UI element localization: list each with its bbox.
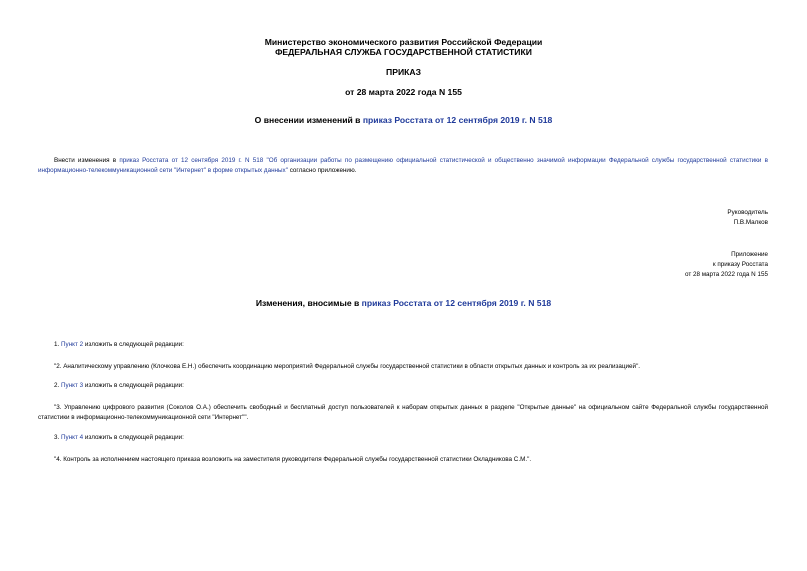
change-item-2-text: изложить в следующей редакции: — [83, 382, 184, 389]
change-item-3-number: 3. — [54, 434, 62, 441]
order-date-number: от 28 марта 2022 года N 155 — [345, 87, 462, 97]
change-item-1 — [54, 340, 184, 350]
document-type: ПРИКАЗ — [386, 67, 421, 77]
change-item-2-number: 2. — [54, 382, 62, 389]
appendix-label: Приложение — [731, 251, 768, 258]
appendix-order-date: от 28 марта 2022 года N 155 — [684, 271, 768, 278]
changes-title-link[interactable]: приказ Росстата от 12 сентября 2019 г. N 518 — [361, 298, 552, 308]
order-title-link[interactable]: приказ Росстата от 12 сентября 2019 г. N 518 — [362, 115, 553, 125]
change-item-1-number: 1. — [54, 341, 62, 348]
main-paragraph — [38, 156, 768, 175]
ministry-name: Министерство экономического развития Российской Федерации — [264, 37, 543, 47]
signature-position: Руководитель — [727, 209, 768, 216]
changes-title — [0, 298, 807, 308]
appendix-order-ref: к приказу Росстата — [712, 261, 768, 268]
changes-title-prefix: Изменения, вносимые в — [255, 298, 362, 308]
change-item-1-quote: "2. Аналитическому управлению (Клочкова Е.Н.) обеспечить координацию мероприятий Федеральной службы государственной статистики в области открытых данных и контроль за их реализацией". — [54, 363, 641, 370]
service-name: ФЕДЕРАЛЬНАЯ СЛУЖБА ГОСУДАРСТВЕННОЙ СТАТИСТИКИ — [275, 47, 532, 57]
main-paragraph-prefix: Внести изменения в — [54, 157, 120, 164]
change-item-1-link[interactable]: Пункт 2 — [61, 341, 84, 348]
order-title — [0, 115, 807, 125]
change-item-3-quote: "4. Контроль за исполнением настоящего приказа возложить на заместителя руководителя Федеральной службы государственной статистики Окладникова С.М.". — [54, 456, 532, 463]
main-paragraph-link[interactable]: приказ Росстата от 12 сентября 2019 г. N 518 "Об организации работы по размещению официальной статистической и общественно значимой информации Федеральной службы государственной статистики в информационно-телекоммуникационной сети "Интернет" в форме открытых данных" — [38, 157, 768, 174]
change-item-2-link[interactable]: Пункт 3 — [61, 382, 84, 389]
change-item-2-quote: "3. Управлению цифрового развития (Соколов О.А.) обеспечить свободный и бесплатный доступ пользователей к наборам открытых данных в разделе "Открытые данные" на официальном сайте Федеральной службы государственной статистики в информационно-телекоммуникационной сети "Интернет"". — [38, 404, 768, 421]
change-item-3-link[interactable]: Пункт 4 — [61, 434, 84, 441]
change-item-2 — [54, 381, 184, 391]
order-title-prefix: О внесении изменений в — [254, 115, 363, 125]
change-item-3 — [54, 433, 184, 443]
signature-name: П.В.Малков — [733, 219, 768, 226]
change-item-1-text: изложить в следующей редакции: — [83, 341, 184, 348]
change-item-3-text: изложить в следующей редакции: — [83, 434, 184, 441]
main-paragraph-suffix: согласно приложению. — [287, 166, 357, 174]
